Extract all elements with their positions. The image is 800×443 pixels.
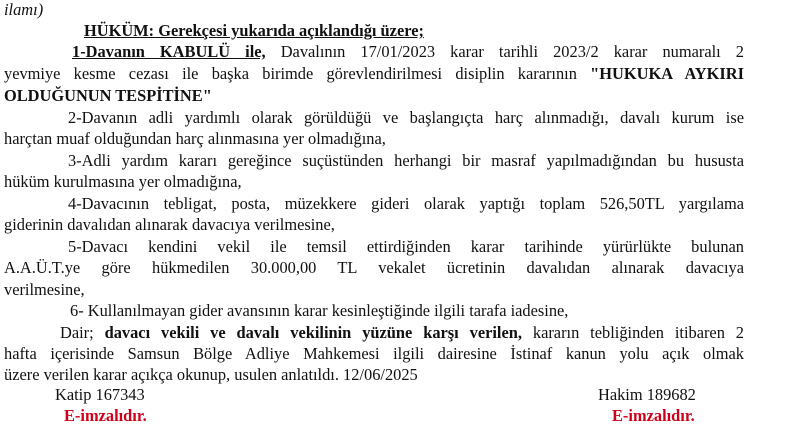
closing-line-2: hafta içerisinde Samsun Bölge Adliye Mahkemesi ilgili dairesine İstinaf kanun yolu açık olmak: [4, 344, 744, 363]
item-6-line-1: 6- Kullanılmayan gider avansının karar kesinleştiğinde ilgili tarafa iadesine,: [70, 301, 569, 320]
clerk-label: Katip 167343: [55, 385, 145, 404]
item-5-line-3: verilmesine,: [4, 280, 85, 299]
judge-label: Hakim 189682: [598, 385, 696, 404]
closing-line-3: üzere verilen karar açıkça okunup, usulen anlatıldı. 12/06/2025: [4, 365, 418, 384]
item-4-line-1: 4-Davacının tebligat, posta, müzekkere gideri olarak yaptığı toplam 526,50TL yargılama: [68, 194, 744, 213]
item-1-line-3: OLDUĞUNUN TESPİTİNE": [4, 86, 212, 105]
top-fragment: ilamı): [4, 0, 44, 19]
item-5-line-1: 5-Davacı kendini vekil ile temsil ettirdiğinden karar tarihinde yürürlükte bulunan: [68, 237, 744, 256]
closing-line-1: Dair; davacı vekili ve davalı vekilinin yüzüne karşı verilen, kararın tebliğinden itibaren 2: [60, 323, 744, 342]
item-2-line-1: 2-Davanın adli yardımlı olarak görüldüğü ve başlangıçta harç alınmadığı, davalı kurum ise: [68, 108, 744, 127]
item-1-lead: 1-Davanın KABULÜ ile,: [72, 42, 266, 61]
closing-bold: davacı vekili ve davalı vekilinin yüzüne karşı verilen,: [104, 323, 522, 342]
item-1-line-1: [4, 42, 744, 62]
item-4-line-2: giderinin davalıdan alınarak davacıya verilmesine,: [4, 215, 335, 234]
item-5-line-2: A.A.Ü.T.ye göre hükmedilen 30.000,00 TL vekalet ücretinin davalıdan alınarak davacıya: [4, 258, 744, 277]
item-1-line-2: yevmiye kesme cezası ile başka birimde görevlendirilmesi disiplin kararının "HUKUKA AYKIRI: [4, 64, 744, 83]
item-1-rest: Davalının 17/01/2023 karar tarihli 2023/2 karar numaralı 2: [265, 42, 744, 61]
verdict-heading: HÜKÜM: Gerekçesi yukarıda açıklandığı üzere;: [84, 21, 424, 40]
item-2-line-2: harçtan muaf olduğundan harç alınmasına yer olmadığına,: [4, 129, 386, 148]
clerk-esign: E-imzalıdır.: [64, 406, 147, 425]
item-1-quote: "HUKUKA AYKIRI: [590, 64, 744, 83]
item-3-line-1: 3-Adli yardım kararı gereğince suçüstünden herhangi bir masraf yapılmadığından bu hususta: [68, 151, 744, 170]
judge-esign: E-imzalıdır.: [612, 406, 695, 425]
item-3-line-2: hüküm kurulmasına yer olmadığına,: [4, 172, 242, 191]
